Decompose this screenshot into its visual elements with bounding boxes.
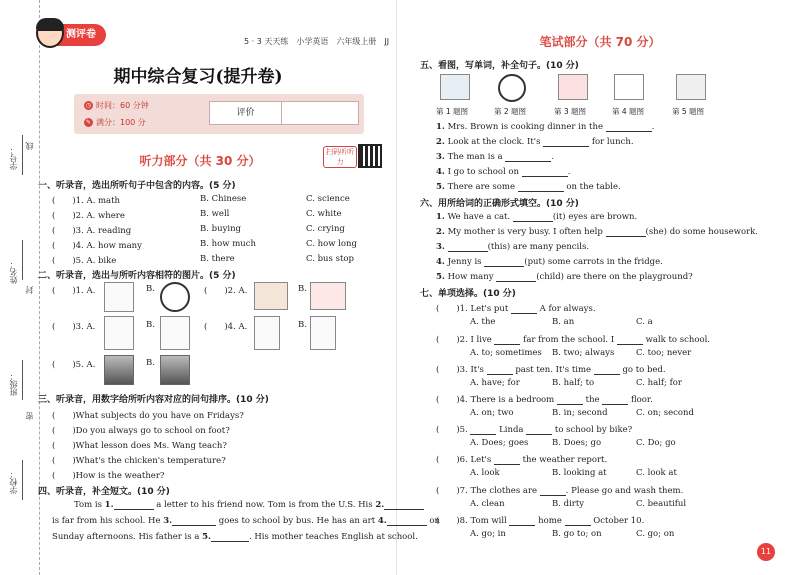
s7-q5-b: B. Does; go xyxy=(552,438,602,448)
s5-item1: 1. Mrs. Brown is cooking dinner in the . xyxy=(436,122,655,132)
s5-item3: 3. The man is a . xyxy=(436,152,555,162)
section5-heading: 五、看图，写单词，补全句子。(10 分) xyxy=(420,61,579,71)
s1-q4[interactable]: ( )4. A. how many xyxy=(52,241,142,251)
clock-icon: ◷ xyxy=(85,102,92,109)
s7-q5-c: C. Do; go xyxy=(636,438,676,448)
s3-item1[interactable]: ( )What subjects do you have on Fridays? xyxy=(52,411,244,421)
section7-heading: 七、单项选择。(10 分) xyxy=(420,289,516,299)
s7-q5-a: A. Does; goes xyxy=(470,438,529,448)
s1-q5-c: C. bus stop xyxy=(306,254,354,264)
clock-picture-2 xyxy=(498,74,526,102)
girl-reading-picture xyxy=(160,316,190,350)
evaluation-box[interactable] xyxy=(209,101,359,125)
s1-q4-b: B. how much xyxy=(200,239,256,249)
s7-q2[interactable]: ( )2. I live far from the school. I walk to school. xyxy=(436,335,710,345)
mother-picture xyxy=(254,316,280,350)
s4-line2: is far from his school. He 3. goes to school by bus. He has an art 4. on xyxy=(52,516,440,526)
s3-item5[interactable]: ( )How is the weather? xyxy=(52,471,165,481)
s7-q1-c: C. a xyxy=(636,317,653,327)
s6-item4: 4. Jenny is (put) some carrots in the fridge. xyxy=(436,257,663,267)
s7-q8-a: A. go; in xyxy=(470,529,506,539)
s1-q3[interactable]: ( )3. A. reading xyxy=(52,226,132,236)
s5-item4: 4. I go to school on . xyxy=(436,167,571,177)
section4-heading: 四、听录音，补全短文。(10 分) xyxy=(38,487,170,497)
s7-q3-c: C. half; for xyxy=(636,378,682,388)
score-icon: ✎ xyxy=(85,119,92,126)
s1-q2-b: B. well xyxy=(200,209,230,219)
s6-item1: 1. We have a cat. (it) eyes are brown. xyxy=(436,212,638,222)
blank-5[interactable] xyxy=(211,541,249,542)
s7-q3-a: A. have; for xyxy=(470,378,520,388)
river-scene-picture xyxy=(104,355,134,385)
section2-heading: 二、听录音，选出与所听内容相符的图片。(5 分) xyxy=(38,271,236,281)
student-id-label: 学号： xyxy=(9,146,18,170)
qr-label: 扫码听听力 xyxy=(323,146,357,168)
s4-line1: Tom is 1. a letter to his friend now. Tom is from the U.S. His 2. xyxy=(74,500,424,510)
s7-q7[interactable]: ( )7. The clothes are . Please go and wash them. xyxy=(436,486,684,496)
seal-line-char: 线 xyxy=(25,142,34,150)
s5-blank-5[interactable] xyxy=(518,191,564,192)
gutter-line xyxy=(22,240,23,280)
section3-heading: 三、听录音，用数字给所听内容对应的问句排序。(10 分) xyxy=(38,395,269,405)
car-driver-picture xyxy=(558,74,588,100)
page-title: 期中综合复习(提升卷) xyxy=(113,67,283,87)
score-text: 满分：100 分 xyxy=(96,118,146,127)
s7-q4-b: B. in; second xyxy=(552,408,608,418)
s7-q1-a: A. the xyxy=(470,317,496,327)
s7-q8-c: C. go; on xyxy=(636,529,675,539)
s6-item5: 5. How many (child) are there on the playground? xyxy=(436,272,693,282)
s5-item2: 2. Look at the clock. It's for lunch. xyxy=(436,137,634,147)
s7-q2-a: A. to; sometimes xyxy=(470,348,542,358)
s6-item2: 2. My mother is very busy. I often help (she) do some housework. xyxy=(436,227,759,237)
s7-q4[interactable]: ( )4. There is a bedroom the floor. xyxy=(436,395,653,405)
writing-section-title: 笔试部分（共 70 分） xyxy=(539,35,661,49)
listening-section-title: 听力部分（共 30 分） xyxy=(139,154,261,168)
test-badge xyxy=(40,24,106,46)
s7-q5[interactable]: ( )5. Linda to school by bike? xyxy=(436,425,633,435)
calendar-picture xyxy=(104,282,134,312)
s7-q2-b: B. two; always xyxy=(552,348,615,358)
s3-item3[interactable]: ( )What lesson does Ms. Wang teach? xyxy=(52,441,227,451)
seal-mi-char: 密 xyxy=(25,412,34,420)
time-info xyxy=(84,100,149,111)
page-fold xyxy=(396,0,397,575)
s6-blank-2[interactable] xyxy=(606,236,646,237)
s2-q1-b: B. xyxy=(146,284,155,294)
badge-label: 测评卷 xyxy=(66,29,96,40)
s3-item4[interactable]: ( )What's the chicken's temperature? xyxy=(52,456,226,466)
s5-blank-3[interactable] xyxy=(505,161,551,162)
s2-q5[interactable]: ( )5. A. xyxy=(52,360,96,370)
s7-q8[interactable]: ( )8. Tom will home October 10. xyxy=(436,516,645,526)
s2-q2-b: B. xyxy=(298,284,307,294)
s7-q3[interactable]: ( )3. It's past ten. It's time go to bed. xyxy=(436,365,666,375)
roast-chicken-picture xyxy=(254,282,288,310)
section1-heading: 一、听录音，选出所听句子中包含的内容。(5 分) xyxy=(38,181,236,191)
s2-q1[interactable]: ( )1. A. xyxy=(52,286,96,296)
s5-blank-2[interactable] xyxy=(543,146,589,147)
s3-item2[interactable]: ( )Do you always go to school on foot? xyxy=(52,426,230,436)
boy-writing-picture xyxy=(104,316,134,350)
class-label: 班级： xyxy=(9,372,18,396)
s7-q7-a: A. clean xyxy=(470,499,505,509)
s7-q4-c: C. on; second xyxy=(636,408,694,418)
s7-q8-b: B. go to; on xyxy=(552,529,602,539)
page-number: 11 xyxy=(757,543,775,561)
s1-q1-c: C. science xyxy=(306,194,350,204)
vegetables-picture xyxy=(676,74,706,100)
s1-q5-b: B. there xyxy=(200,254,235,264)
father-picture xyxy=(310,316,336,350)
s1-q4-c: C. how long xyxy=(306,239,357,249)
blank-4[interactable] xyxy=(387,525,427,526)
s6-item3: 3. (this) are many pencils. xyxy=(436,242,590,252)
blank-3[interactable] xyxy=(172,525,216,526)
pic-label-2: 第 2 题图 xyxy=(494,107,527,116)
s5-item5: 5. There are some on the table. xyxy=(436,182,621,192)
gutter-line xyxy=(22,360,23,400)
s7-q3-b: B. half; to xyxy=(552,378,595,388)
footprint-picture xyxy=(614,74,644,100)
s2-q4[interactable]: ( )4. A. xyxy=(204,322,248,332)
name-label: 姓名： xyxy=(9,260,18,284)
qr-code-icon[interactable] xyxy=(358,144,382,168)
s6-blank-4[interactable] xyxy=(484,266,524,267)
s7-q1[interactable]: ( )1. Let's put A for always. xyxy=(436,304,596,314)
s7-q1-b: B. an xyxy=(552,317,575,327)
pic-label-1: 第 1 题图 xyxy=(436,107,469,116)
s1-q3-c: C. crying xyxy=(306,224,345,234)
s6-blank-1[interactable] xyxy=(513,221,553,222)
s7-q6[interactable]: ( )6. Let's the weather report. xyxy=(436,455,608,465)
blank-2[interactable] xyxy=(384,509,424,510)
s7-q6-a: A. look xyxy=(470,468,500,478)
food-picture xyxy=(310,282,346,310)
s5-blank-1[interactable] xyxy=(606,131,652,132)
s6-blank-5[interactable] xyxy=(496,281,536,282)
s6-blank-3[interactable] xyxy=(448,251,488,252)
s1-q1-b: B. Chinese xyxy=(200,194,247,204)
s7-q6-b: B. looking at xyxy=(552,468,607,478)
gutter-line xyxy=(22,135,23,175)
s2-q3[interactable]: ( )3. A. xyxy=(52,322,96,332)
pic-label-4: 第 4 题图 xyxy=(612,107,645,116)
pic-label-3: 第 3 题图 xyxy=(554,107,587,116)
s1-q2[interactable]: ( )2. A. where xyxy=(52,211,125,221)
eval-label: 评价 xyxy=(210,102,282,124)
city-tower-picture xyxy=(160,355,190,385)
s1-q2-c: C. white xyxy=(306,209,342,219)
s7-q6-c: C. look at xyxy=(636,468,677,478)
s7-q2-c: C. too; never xyxy=(636,348,692,358)
s7-q7-c: C. beautiful xyxy=(636,499,687,509)
s1-q1[interactable]: ( )1. A. math xyxy=(52,196,121,206)
kitchen-picture xyxy=(440,74,470,100)
school-label: 学校： xyxy=(9,470,18,494)
pic-label-5: 第 5 题图 xyxy=(672,107,705,116)
section6-heading: 六、用所给词的正确形式填空。(10 分) xyxy=(420,199,579,209)
s2-q5-b: B. xyxy=(146,358,155,368)
s7-q4-a: A. on; two xyxy=(470,408,514,418)
s1-q3-b: B. buying xyxy=(200,224,242,234)
seal-feng-char: 封 xyxy=(25,286,34,294)
s2-q4-b: B. xyxy=(298,320,307,330)
blank-1[interactable] xyxy=(114,509,154,510)
score-info xyxy=(84,117,146,128)
s1-q5[interactable]: ( )5. A. bike xyxy=(52,256,117,266)
time-text: 时间：60 分钟 xyxy=(96,101,149,110)
series-label: 5 · 3 天天练 小学英语 六年级上册 JJ xyxy=(244,37,390,46)
clock-picture xyxy=(160,282,190,312)
exam-info-box xyxy=(74,94,364,134)
avatar-hair-icon xyxy=(36,18,64,31)
s2-q2[interactable]: ( )2. A. xyxy=(204,286,248,296)
gutter-line xyxy=(22,460,23,500)
s2-q3-b: B. xyxy=(146,320,155,330)
s7-q7-b: B. dirty xyxy=(552,499,585,509)
s5-blank-4[interactable] xyxy=(522,176,568,177)
s4-line3: Sunday afternoons. His father is a 5. . His mother teaches English at school. xyxy=(52,532,418,542)
